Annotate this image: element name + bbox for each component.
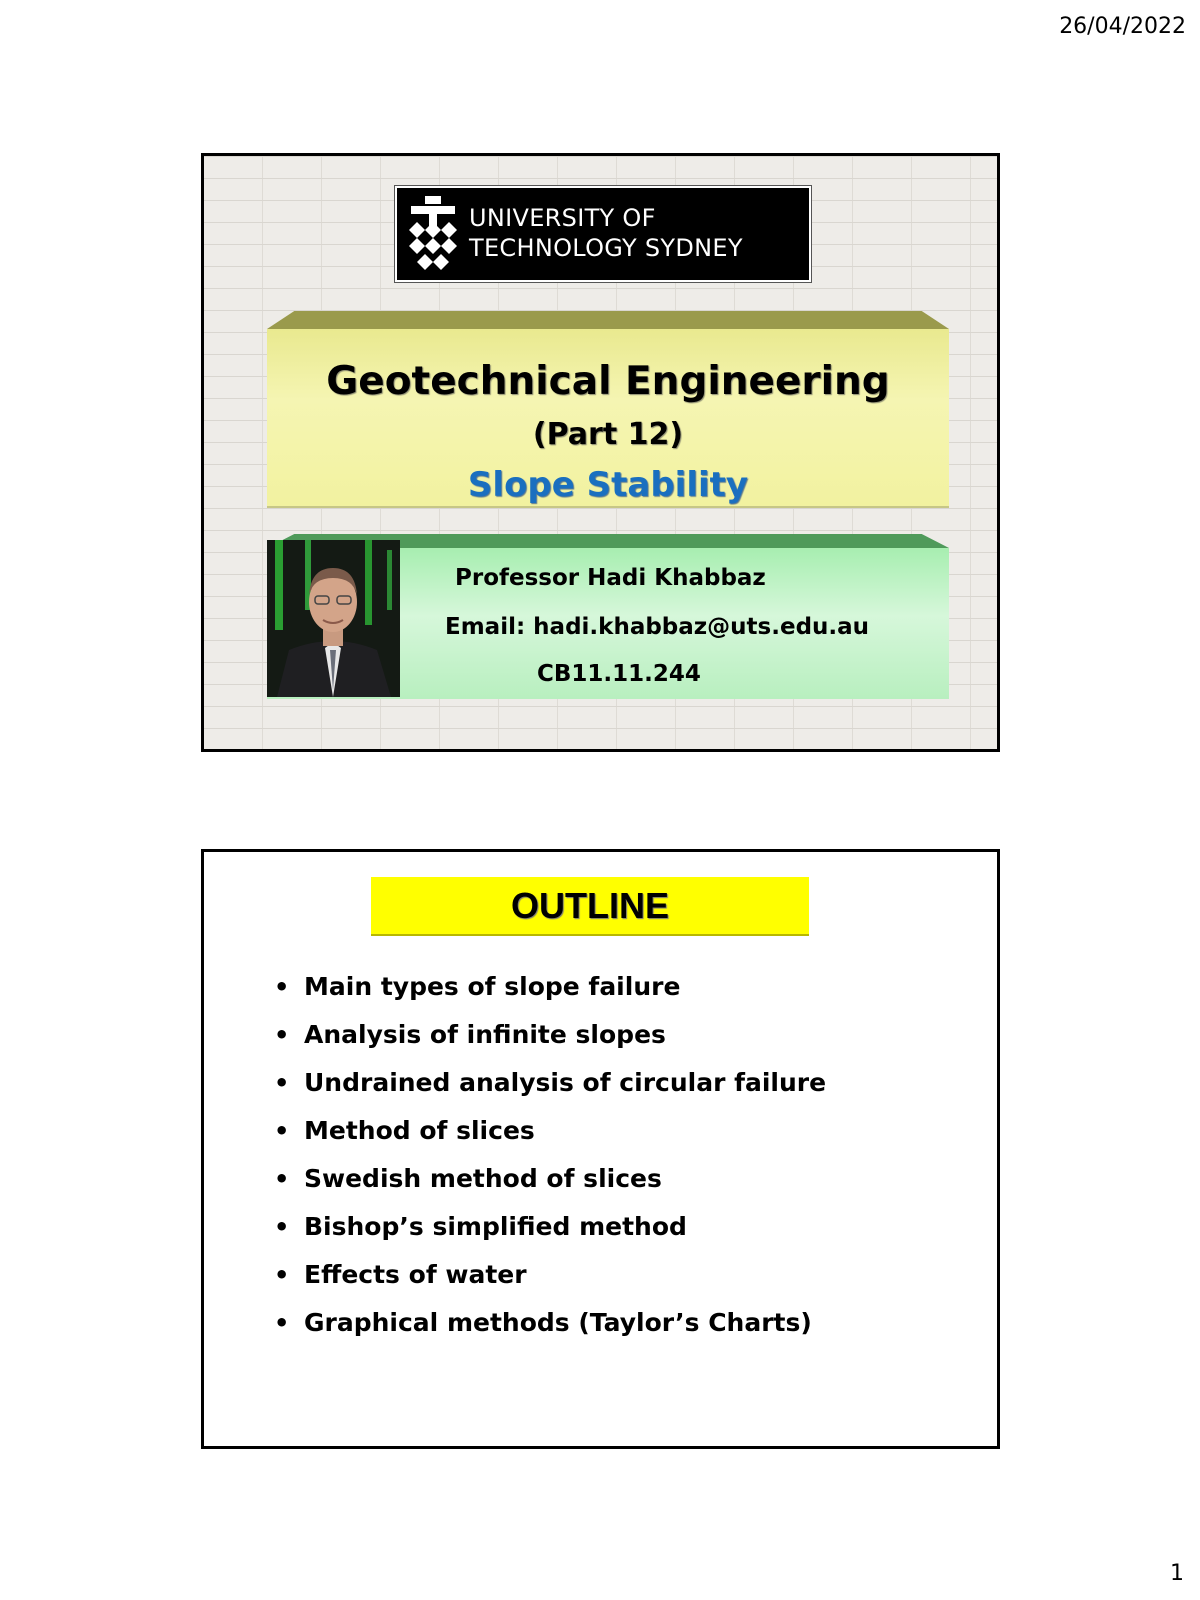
- outline-heading: OUTLINE: [371, 877, 809, 936]
- title-box: [267, 311, 949, 506]
- presenter-box: [267, 534, 949, 699]
- outline-item: • Undrained analysis of circular failure: [274, 1066, 826, 1114]
- outline-item: • Method of slices: [274, 1114, 826, 1162]
- presenter-name: Professor Hadi Khabbaz: [455, 565, 766, 591]
- outline-item: • Effects of water: [274, 1258, 826, 1306]
- course-part: (Part 12): [532, 417, 684, 452]
- outline-item: • Analysis of infinite slopes: [274, 1018, 826, 1066]
- course-title: Geotechnical Engineering: [326, 359, 890, 404]
- slide-outline: [201, 849, 1000, 1449]
- outline-item: • Bishop’s simplified method: [274, 1210, 826, 1258]
- logo-line-1: UNIVERSITY OF: [469, 204, 656, 232]
- outline-list: [274, 970, 826, 1354]
- logo-line-2: TECHNOLOGY SYDNEY: [469, 234, 743, 262]
- slide-title: [201, 153, 1000, 752]
- presenter-room: CB11.11.244: [537, 661, 701, 687]
- lecture-topic: Slope Stability: [467, 465, 749, 505]
- page-number: 1: [1170, 1561, 1184, 1586]
- page-date: 26/04/2022: [1059, 14, 1186, 39]
- presenter-email: Email: hadi.khabbaz@uts.edu.au: [445, 614, 870, 640]
- uts-logo-icon: [403, 194, 463, 274]
- university-logo: [397, 188, 809, 280]
- outline-item: • Swedish method of slices: [274, 1162, 826, 1210]
- presenter-photo: [267, 540, 400, 697]
- outline-item: • Main types of slope failure: [274, 970, 826, 1018]
- outline-item: • Graphical methods (Taylor’s Charts): [274, 1306, 826, 1354]
